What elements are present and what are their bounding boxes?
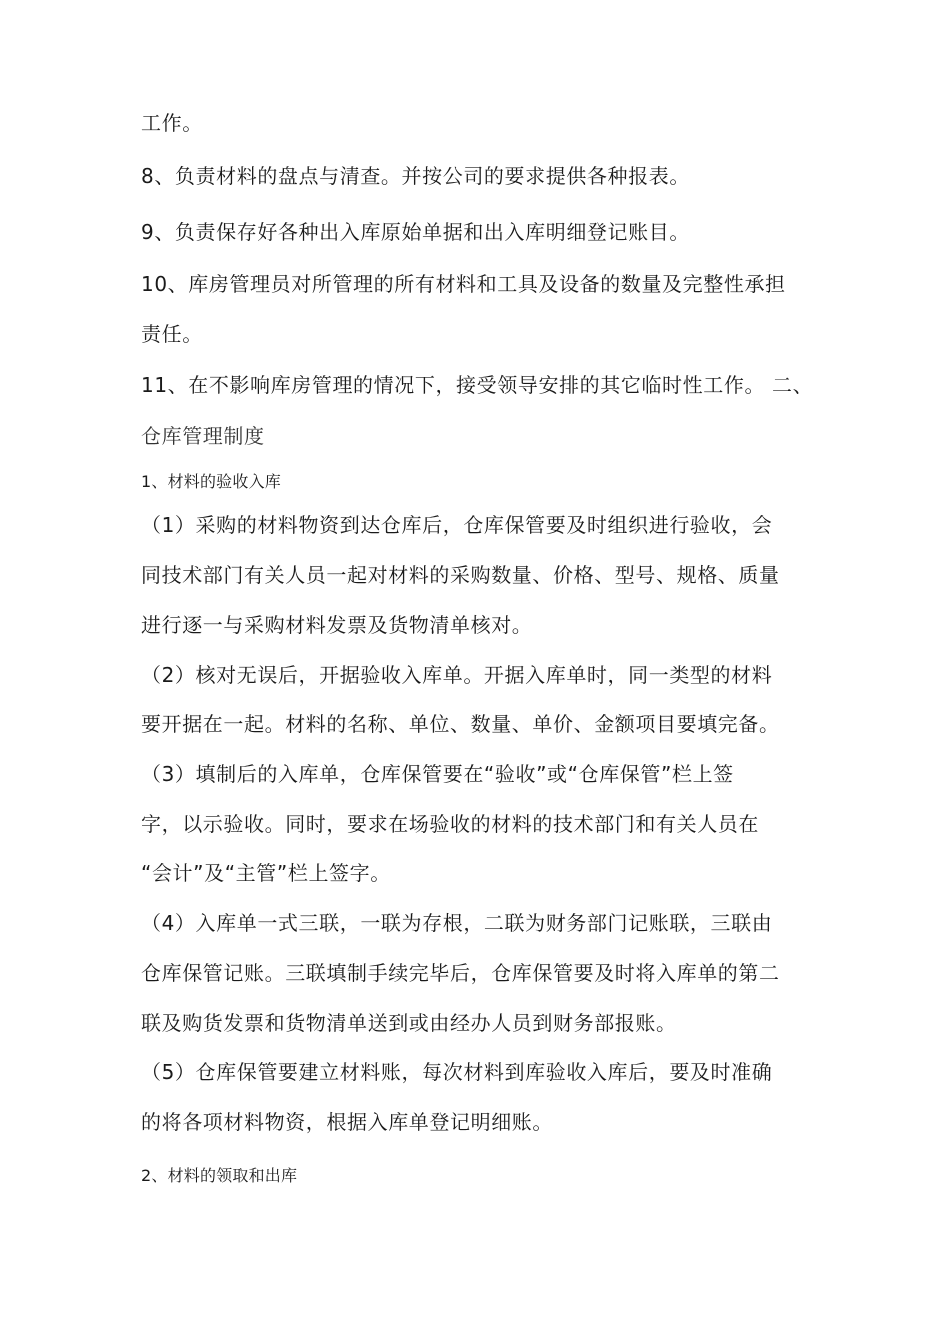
text-line: 要开据在一起。材料的名称、单位、数量、单价、金额项目要填完备。 [141, 712, 780, 736]
text-line: （4）入库单一式三联，一联为存根，二联为财务部门记账联，三联由 [141, 911, 773, 935]
text-line: 联及购货发票和货物清单送到或由经办人员到财务部报账。 [141, 1011, 677, 1035]
text-line: 仓库保管记账。三联填制手续完毕后，仓库保管要及时将入库单的第二 [141, 961, 780, 985]
text-line: 进行逐一与采购材料发票及货物清单核对。 [141, 613, 533, 637]
text-line: 同技术部门有关人员一起对材料的采购数量、价格、型号、规格、质量 [141, 563, 780, 587]
text-line: 字，以示验收。同时，要求在场验收的材料的技术部门和有关人员在 [141, 812, 759, 836]
text-line: 责任。 [141, 322, 203, 346]
text-line: 工作。 [141, 111, 203, 135]
text-line: （3）填制后的入库单，仓库保管要在“验收”或“仓库保管”栏上签 [141, 762, 734, 786]
text-line: 10、库房管理员对所管理的所有材料和工具及设备的数量及完整性承担 [141, 272, 786, 296]
text-line: （5）仓库保管要建立材料账，每次材料到库验收入库后，要及时准确 [141, 1060, 773, 1084]
text-line: （2）核对无误后，开据验收入库单。开据入库单时，同一类型的材料 [141, 663, 773, 687]
text-line: （1）采购的材料物资到达仓库后，仓库保管要及时组织进行验收，会 [141, 513, 773, 537]
section-heading: 仓库管理制度 [141, 424, 265, 448]
subsection-heading: 1、材料的验收入库 [141, 472, 281, 491]
text-line: 8、负责材料的盘点与清查。并按公司的要求提供各种报表。 [141, 164, 690, 188]
subsection-heading: 2、材料的领取和出库 [141, 1166, 298, 1185]
text-line: “会计”及“主管”栏上签字。 [141, 861, 391, 885]
text-line: 9、负责保存好各种出入库原始单据和出入库明细登记账目。 [141, 220, 690, 244]
text-line: 的将各项材料物资，根据入库单登记明细账。 [141, 1110, 553, 1134]
text-line: 11、在不影响库房管理的情况下，接受领导安排的其它临时性工作。 二、 [141, 373, 814, 397]
